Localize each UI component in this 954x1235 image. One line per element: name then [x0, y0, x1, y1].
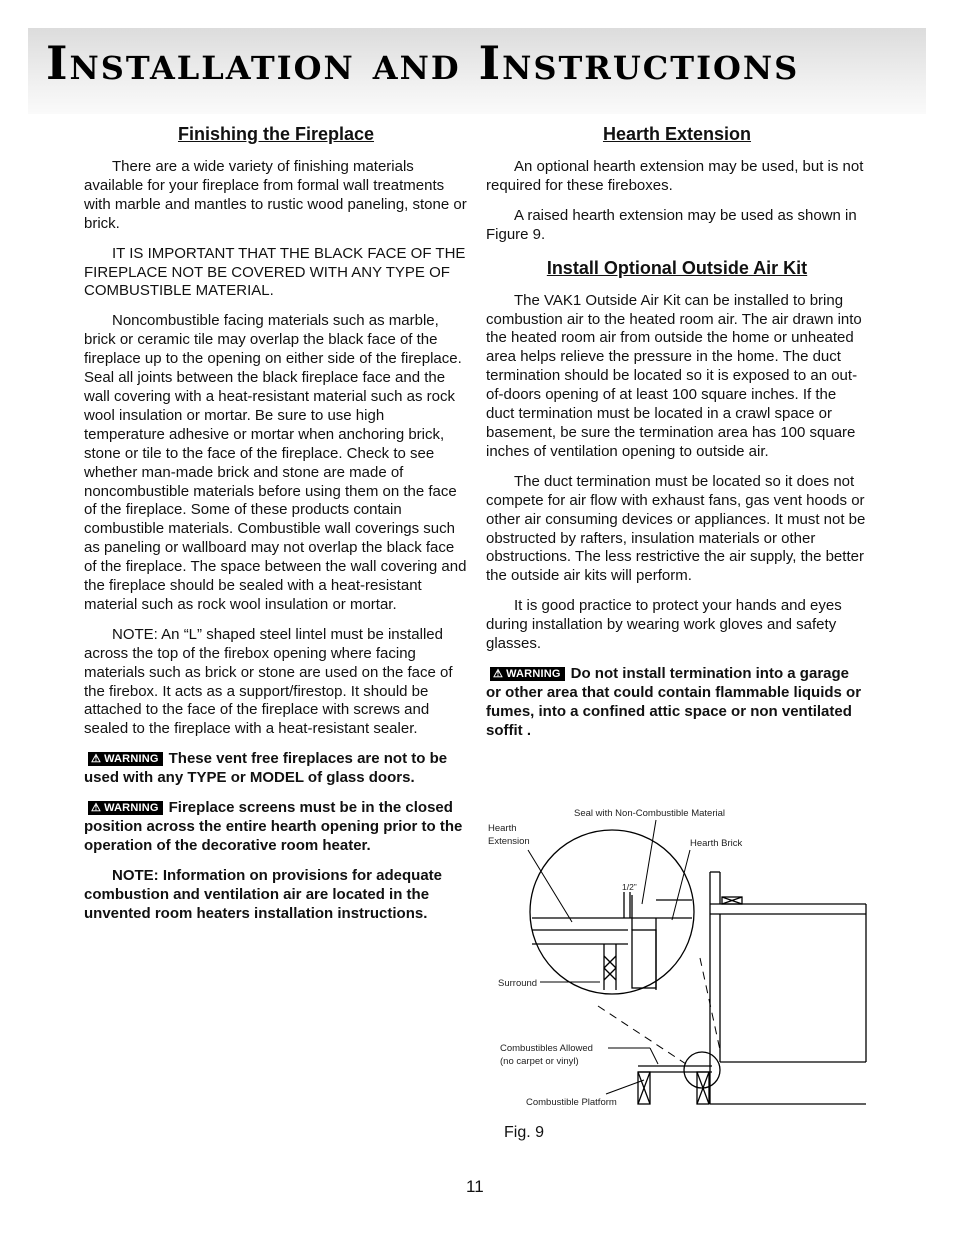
- label-hearth-extension: Extension: [488, 836, 530, 847]
- note-ventilation: NOTE: Information on provisions for adequate combustion and ventilation air are located in the unvented room heaters installation instructions.: [84, 866, 443, 922]
- warning-screens: ⚠ WARNING Fireplace screens must be in the closed position across the entire hearth opening prior to the operation of the decorative room heater.: [84, 799, 463, 854]
- label-hearth-extension: Hearth: [488, 823, 517, 834]
- paragraph: There are a wide variety of finishing materials available for your fireplace from formal wall treatments with marble and mantles to rustic wood paneling, stone or brick.: [84, 158, 467, 232]
- warning-badge: ⚠ WARNING: [490, 667, 565, 681]
- warning-badge: ⚠ WARNING: [88, 801, 163, 815]
- label-half-inch: 1/2”: [622, 882, 637, 892]
- paragraph: NOTE: An “L” shaped steel lintel must be installed across the top of the firebox opening where facing materials such as brick or stone are used on the face of the firebox. It acts as a support/firestop. It should be attached to the face of the fireplace with screws and sealed to the fireplace with a heat-resistant sealer.: [84, 625, 453, 738]
- warning-triangle-icon: ⚠: [493, 667, 504, 680]
- label-surround: Surround: [498, 978, 538, 989]
- label-combustibles-allowed: (no carpet or vinyl): [500, 1056, 579, 1067]
- detail-circle: [530, 830, 694, 994]
- right-column: [486, 122, 868, 752]
- label-combustibles-allowed: Combustibles Allowed: [500, 1043, 593, 1054]
- heading-finishing-fireplace: Finishing the Fireplace: [177, 124, 375, 144]
- warning-termination: ⚠ WARNING Do not install termination into a garage or other area that could contain flammable liquids or fumes, into a confined attic space or non ventilated soffit .: [486, 664, 862, 739]
- label-combustible-platform: Combustible Platform: [526, 1097, 617, 1108]
- paragraph: IT IS IMPORTANT THAT THE BLACK FACE OF THE FIREPLACE NOT BE COVERED WITH ANY TYPE OF COMBUSTIBLE MATERIAL.: [84, 244, 466, 300]
- paragraph: The duct termination must be located so it does not compete for air flow with exhaust fans, gas vent hoods or other air consuming devices or appliances. It must not be obstructed by rafters, insulation materials or other obstructions. The less restrictive the air supply, the better the outside air kits will perform.: [486, 472, 866, 585]
- page-number: 11: [466, 1177, 484, 1196]
- page-title: Installation and Instructions: [46, 36, 800, 90]
- paragraph: An optional hearth extension may be used, but is not required for these fireboxes.: [486, 158, 864, 194]
- paragraph: Noncombustible facing materials such as marble, brick or ceramic tile may overlap the black face of the fireplace up to the opening on either side of the fireplace. Seal all joints between the black fireplace face and the wall covering with a heat-resistant material such as rock wool insulation or mortar. Be sure to use high temperature adhesive or mortar when anchoring brick, stone or tile to the face of the fireplace. Check to see whether man-made brick and stone are made of noncombustible materials before using them on the face of the fireplace. Some of these products contain combustible materials. Combustible wall coverings such as paneling or wallboard may not overlap the black face of the fireplace. The space between the wall covering and the fireplace should be sealed with a heat-resistant material such as rock wool insulation or mortar.: [84, 312, 467, 613]
- warning-glass-doors: ⚠ WARNING These vent free fireplaces are not to be used with any TYPE or MODEL of glass doors.: [84, 750, 448, 787]
- warning-triangle-icon: ⚠: [91, 753, 102, 766]
- figure-caption: Fig. 9: [504, 1124, 545, 1141]
- hearth-extension-diagram: [486, 800, 876, 1115]
- paragraph: It is good practice to protect your hands and eyes during installation by wearing work gloves and safety glasses.: [486, 597, 842, 653]
- heading-hearth-extension: Hearth Extension: [602, 124, 752, 144]
- title-banner: [28, 28, 926, 114]
- warning-triangle-icon: ⚠: [91, 802, 102, 815]
- left-column: [84, 122, 468, 935]
- label-seal: Seal with Non-Combustible Material: [574, 808, 726, 819]
- paragraph: A raised hearth extension may be used as shown in Figure 9.: [486, 206, 857, 243]
- paragraph: The VAK1 Outside Air Kit can be installed to bring combustion air to the heated room air. The air drawn into the heated room air from outside the home or unheated area helps relieve the pressure in the home. The duct termination should be located so it is exposed to an out-of-doors opening of at least 100 square inches. If the duct termination must be located in a crawl space or basement, be sure the termination area has 100 square inches of ventilation opening to outside air.: [486, 291, 862, 460]
- warning-badge: ⚠ WARNING: [88, 752, 163, 766]
- label-hearth-brick: Hearth Brick: [690, 838, 743, 849]
- heading-outside-air-kit: Install Optional Outside Air Kit: [546, 257, 808, 278]
